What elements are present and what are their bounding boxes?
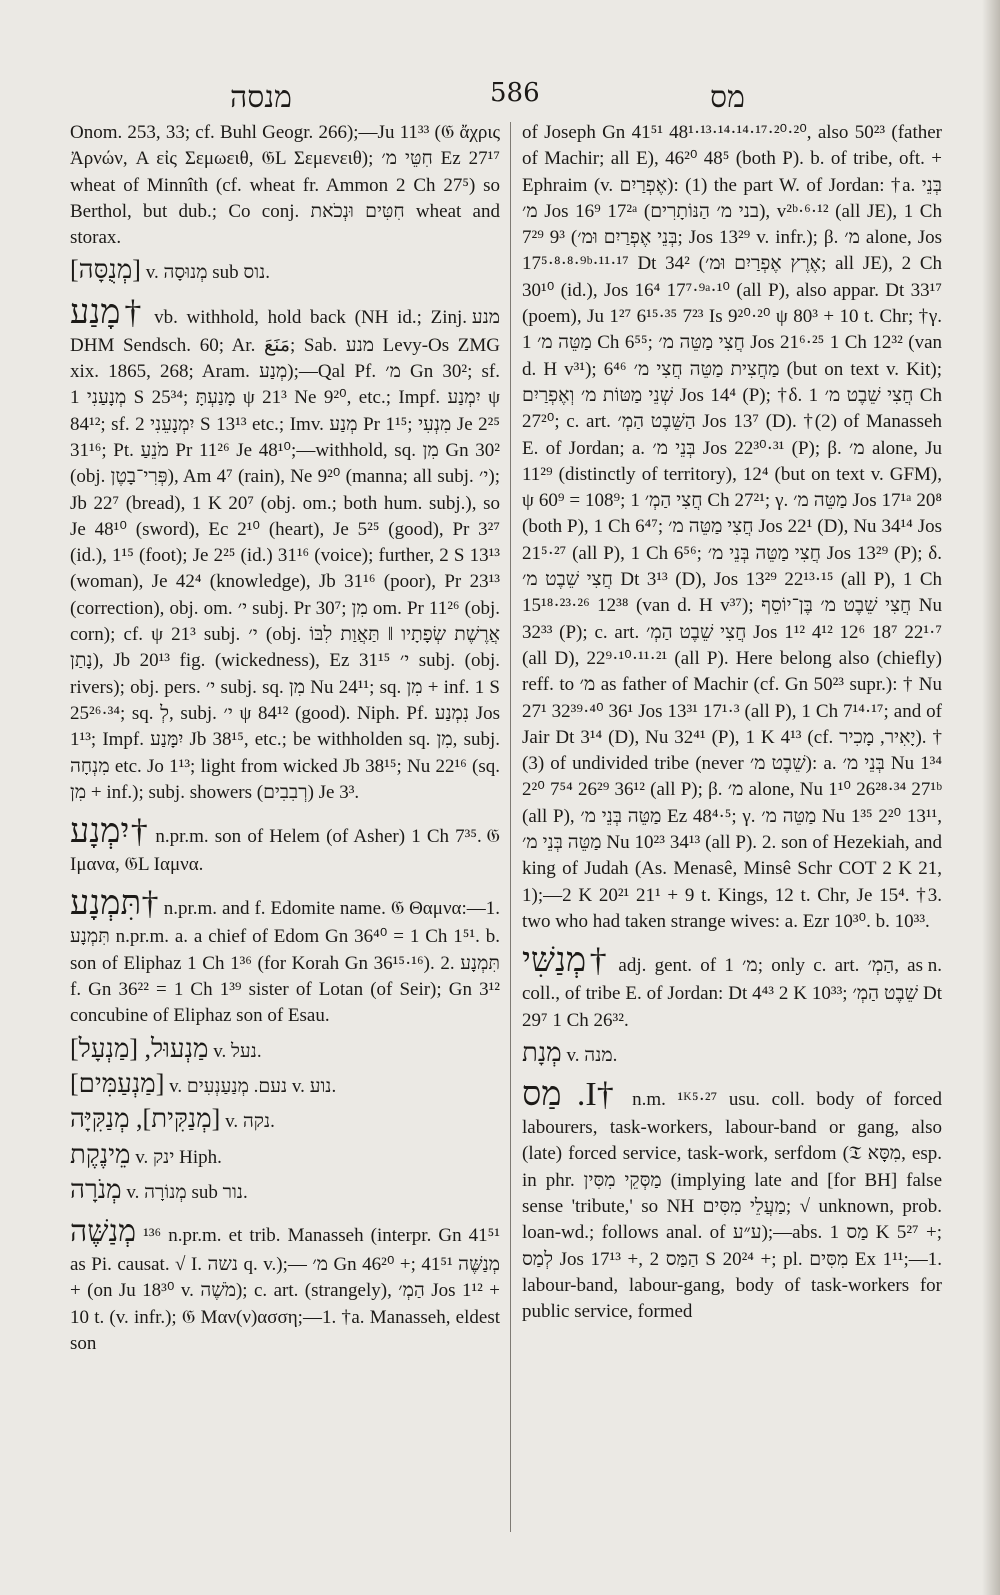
entry-manasseh (70, 1212, 500, 1357)
entry-menora (70, 1174, 500, 1206)
entry-manammim (70, 1068, 500, 1100)
page-number: 586 (490, 78, 540, 108)
entry-mensuah (70, 257, 500, 286)
entry-timna (70, 884, 500, 1029)
column-divider (510, 122, 511, 1532)
entry-headword: †מְנַשִּׁי (522, 942, 611, 980)
entry-headword: מְנָת (522, 1037, 562, 1067)
entry-headword: †I. מַס (522, 1076, 621, 1114)
entry-menashshi (522, 941, 942, 1034)
entry-text: n.pr.m. son of Helem (of Asher) 1 Ch 7³⁵. 𝔊 Ιμανα, 𝔊L Ιαμνα. (70, 826, 500, 876)
entry-text: v. מְנוּסָה sub נוס. (145, 262, 271, 284)
entry-meneket (70, 1139, 500, 1171)
running-head-left: מנסה (230, 80, 292, 115)
entry-headword: †יִמְנָע (70, 813, 150, 851)
entry-manul (70, 1033, 500, 1065)
entry-headword: מְנֹרָה (70, 1174, 122, 1204)
entry-text: n.pr.m. and f. Edomite name. 𝔊 Θαμνα:—1. תִּמְנָע n.pr.m. a. a chief of Edom Gn 36⁴⁰ = 1 Ch 1⁵¹. b. son of Eliphaz 1 Ch 1³⁶ (for Korah Gn 36¹⁵·¹⁶). 2. תִּמְנָע f. Gn 36²² = 1 Ch 1³⁹ sister of Lotan (of Seir); Gn 3¹² concubine of Eliphaz son of Esau. (70, 898, 501, 1027)
entry-text: v. ינק Hiph. (135, 1146, 222, 1168)
entry-text: v. נקה. (225, 1111, 275, 1133)
entry-menakkit (70, 1106, 500, 1135)
entry-headword: †תִּמְנָע (70, 885, 159, 923)
entry-text: vb. withhold, hold back (NH id.; Zinj. מנע DHM Sendsch. 60; Ar. مَنَعَ; Sab. מנע Levy-Os ZMG xix. 1865, 268; Aram. מְנַע);—Qal Pf. מ׳ Gn 30²; sf. מְנָעַנִי 1 S 25³⁴; מָנַעְתָּ ψ 21³ Ne 9²⁰, etc.; Impf. יִמְנַע ψ 84¹²; sf. יִמְנָעֵנִי 2 S 13¹³ etc.; Imv. מְנַע Pr 1¹⁵; מִנְעִי Je 2²⁵ 31¹⁶; Pt. מֹנֵעַ Pr 11²⁶ Je 48¹⁰;—withhold, sq. מִן Gn 30² (obj. פְּרִי־בָטֶן), Am 4⁷ (rain), Ne 9²⁰ (manna; all subj. י׳); Jb 22⁷ (bread), 1 K 20⁷ (obj. om.; both hum. subj.), so Je 48¹⁰ (sword), Ec 2¹⁰ (heart), Je 5²⁵ (good), Pr 3²⁷ (id.), 1¹⁵ (foot); Je 2²⁵ (id.) 31¹⁶ (voice); further, 2 S 13¹³ (woman), Je 42⁴ (knowledge), Jb 31¹⁶ (poor), Pr 23¹³ (correction), obj. om. י׳ subj. Pr 30⁷; מִן om. Pr 11²⁶ (obj. corn); cf. ψ 21³ subj. י׳ (obj. אֲרֶשֶׁת שְׂפָתָיו ‖ תַּאֲוַת לִבּוֹ נָתַן), Jb 20¹³ fig. (wickedness), Ez 31¹⁵ י׳ subj. (obj. rivers); obj. pers. י׳ subj. sq. מִן Nu 24¹¹; sq. מִן + inf. 1 S 25²⁶·³⁴; sq. לְ, subj. י׳ ψ 84¹² (good). Niph. Pf. נִמְנַע Jos 1¹³; Impf. יִמָּנַע Jb 38¹⁵, etc.; be withholden sq. מִן, subj. מִנְחָה etc. Jo 1¹³; light from wicked Jb 38¹⁵; Nu 22¹⁶ (sq. מִן + inf.); subj. showers (רְבִבִים) Je 3³. (70, 306, 501, 803)
entry-text: Onom. 253, 33; cf. Buhl Geogr. 266);—Ju 11³³ (𝔊 ἄχρις Ἀρνών, A εἰς Σεμωειθ, 𝔊L Σεμενειθ); חִטֵּי מ׳ Ez 27¹⁷ wheat of Minnîth (cf. wheat fr. Ammon 2 Ch 27⁵) so Berthol, but dub.; Co conj. חִטִּים וּנְכֹאת wheat and storax. (70, 122, 501, 249)
entry-menat (522, 1037, 942, 1069)
entry-mas (522, 1075, 942, 1325)
entry-continuation (70, 120, 500, 251)
entry-mana (70, 293, 500, 806)
page-header (60, 78, 940, 118)
entry-text: v. מנה. (566, 1044, 618, 1066)
entry-text: v. מְנוֹרָה sub נור. (126, 1181, 248, 1203)
entry-text: adj. gent. of מ׳ 1; only c. art. הַמְ׳, as n. coll., of tribe E. of Jordan: Dt 4⁴³ 2 K 10³³; שֵׁבֶט הַמְ׳ Dt 29⁷ 1 Ch 26³². (522, 955, 943, 1031)
entry-headword: מַנְעוּל, [מַנְעָל] (70, 1033, 209, 1063)
entry-imna (70, 812, 500, 878)
entry-headword: †מָנַע (70, 293, 146, 331)
page-edge-shadow (982, 0, 1000, 1595)
entry-text: of Joseph Gn 41⁵¹ 48¹·¹³·¹⁴·¹⁴·¹⁷·²⁰·²⁰, also 50²³ (father of Machir; all E), 46²⁰ 48⁵ (both P). b. of tribe, oft. + Ephraim (v. אֶפְרַיִם): (1) the part W. of Jordan: †a. בְּנֵי מ׳ Jos 16⁹ 17²ᵃ (בני מ׳ הַנּוֹתָרִים), v²ᵇ·⁶·¹² (all JE), 1 Ch 7²⁹ 9³ (בְּנֵי אֶפְרַיִם וּמ׳; Jos 13²⁹ v. infr.); β. מ׳ alone, Jos 17⁵·⁸·⁸·⁹ᵇ·¹¹·¹⁷ Dt 34² (אֶרֶץ אֶפְרַיִם וּמ׳; all JE), 2 Ch 30¹⁰ (id.), Jos 16⁴ 17⁷·⁹ᵃ·¹⁰ (all P), also appar. Dt 33¹⁷ (poem), Ju 1²⁷ 6¹⁵·³⁵ 7²³ Is 9²⁰·²⁰ ψ 80³ + 10 t. Chr; †γ. מַטֵּה מ׳ 1 Ch 6⁵⁵; חֲצִי מַטֵּה מ׳ Jos 21⁶·²⁵ 1 Ch 12³² (van d. H v³¹); מַחֲצִית מַטֵּה חֲצִי מ׳ 6⁴⁶ (but on text v. Kit); שְׁנֵי מַטּוֹת מ׳ וְאֶפְרַיִם Jos 14⁴ (P); †δ. חֲצִי שֵׁבֶט מ׳ 1 Ch 27²⁰; c. art. הַשֵּׁבֶט הַמְ׳ Jos 13⁷ (D). †(2) of Manasseh E. of Jordan; a. בְּנֵי מ׳ Jos 22³⁰·³¹ (P); β. מ׳ alone, Ju 11²⁹ (distinctly of territory), 12⁴ (but on text v. GFM), ψ 60⁹ = 108⁹; חֲצִי הַמְ׳ 1 Ch 27²¹; γ. מַטֵּה מ׳ Jos 17¹ᵃ 20⁸ (both P), 1 Ch 6⁴⁷; חֲצִי מַטֵּה מ׳ Jos 22¹ (D), Nu 34¹⁴ Jos 21⁵·²⁷ (all P), 1 Ch 6⁵⁶; חֲצִי מַטֵּה בְּנֵי מ׳ Jos 13²⁹ (P); δ. חֲצִי שֵׁבֶט מ׳ Dt 3¹³ (D), Jos 13²⁹ 22¹³·¹⁵ (all P), 1 Ch 15¹⁸·²³·²⁶ 12³⁸ (van d. H v³⁷); חֲצִי שֵׁבֶט מ׳ בֶּן־יוֹסֵף Nu 32³³ (P); c. art. חֲצִי שֵׁבֶט הַמְ׳ Jos 1¹² 4¹² 12⁶ 18⁷ 22¹·⁷ (all D), 22⁹·¹⁰·¹¹·²¹ (all P). Here belong also (chiefly) reff. to מ׳ as father of Machir (cf. Gn 50²³ supr.): † Nu 27¹ 32³⁹·⁴⁰ 36¹ Jos 13³¹ 17¹·³ (all P), 1 Ch 7¹⁴·¹⁷; and of Jair Dt 3¹⁴ (D), Nu 32⁴¹ (P), 1 K 4¹³ (cf. יָאִיר, מָכִיר). † (3) of undivided tribe (never שֵׁבֶט מ׳): a. בְּנֵי מ׳ Nu 1³⁴ 2²⁰ 7⁵⁴ 26²⁹ 36¹² (all P); β. מ׳ alone, Nu 1¹⁰ 26²⁸·³⁴ 27¹ᵇ (all P), מַטֵּה בְּנֵי מ׳ Ez 48⁴·⁵; γ. מַטֵּה מ׳ Nu 1³⁵ 2²⁰ 13¹¹, מַטֵּה בְּנֵי מ׳ Nu 10²³ 34¹³ (all P). 2. son of Hezekiah, and king of Judah (As. Menasê, Minsê Schr COT 2 K 21, 1);—2 K 20²¹ 21¹ + 9 t. Kings, 12 t. Chr, Je 15⁴. †3. two who had taken strange wives: a. Ezr 10³⁰. b. 10³³. (522, 122, 943, 932)
entry-text: ¹³⁶ n.pr.m. et trib. Manasseh (interpr. Gn 41⁵¹ as Pi. causat. √ I. נשה q. v.);— מ׳ Gn 46²⁰ +; מְנַשֶּׁה 41⁵¹ + (on Ju 18³⁰ v. מֹשֶׁה); c. art. (strangely), הַמְ׳ Jos 1¹² + 10 t. (v. infr.); 𝔊 Μαν(ν)ασση;—1. †a. Manasseh, eldest son (70, 1225, 501, 1354)
running-head-right: מס (710, 80, 745, 115)
right-column (522, 120, 942, 1325)
entry-text: n.m. ¹ᴷ⁵·²⁷ usu. coll. body of forced labourers, task-workers, labour-band or gang, also (late) forced service, task-work, serfdom (𝔗 מִסָּא, esp. in phr. מַסְּקֵי מִסִּין (implying late and [for BH] false sense 'tribute,' so NH מַעֲלֵי מִסִּים; √ unknown, prob. loan-wd.; follows anal. of ע״ע);—abs. מַס 1 K 5²⁷ +; לְמַס Jos 17¹³ +, הַמַּס 2 S 20²⁴ +; pl. מִסִּים Ex 1¹¹;—1. labour-band, labour-gang, body of task-workers for public service, formed (522, 1089, 942, 1323)
entry-text: v. נעם. מְנַעַנְעִים v. נוע. (169, 1075, 337, 1097)
entry-headword: [מְנַקִּית], מְנַקִּיָּה (70, 1104, 221, 1134)
entry-headword: [מַנְעַמִּים] (70, 1068, 165, 1098)
entry-headword: מְנַשֶּׁה (70, 1215, 137, 1249)
entry-text: v. נעל. (213, 1040, 262, 1062)
entry-headword: [מְנֻסָּה] (70, 255, 141, 285)
entry-headword: מֵינֶקֶת (70, 1139, 131, 1169)
entry-manasseh-continued (522, 120, 942, 935)
left-column (70, 120, 500, 1357)
